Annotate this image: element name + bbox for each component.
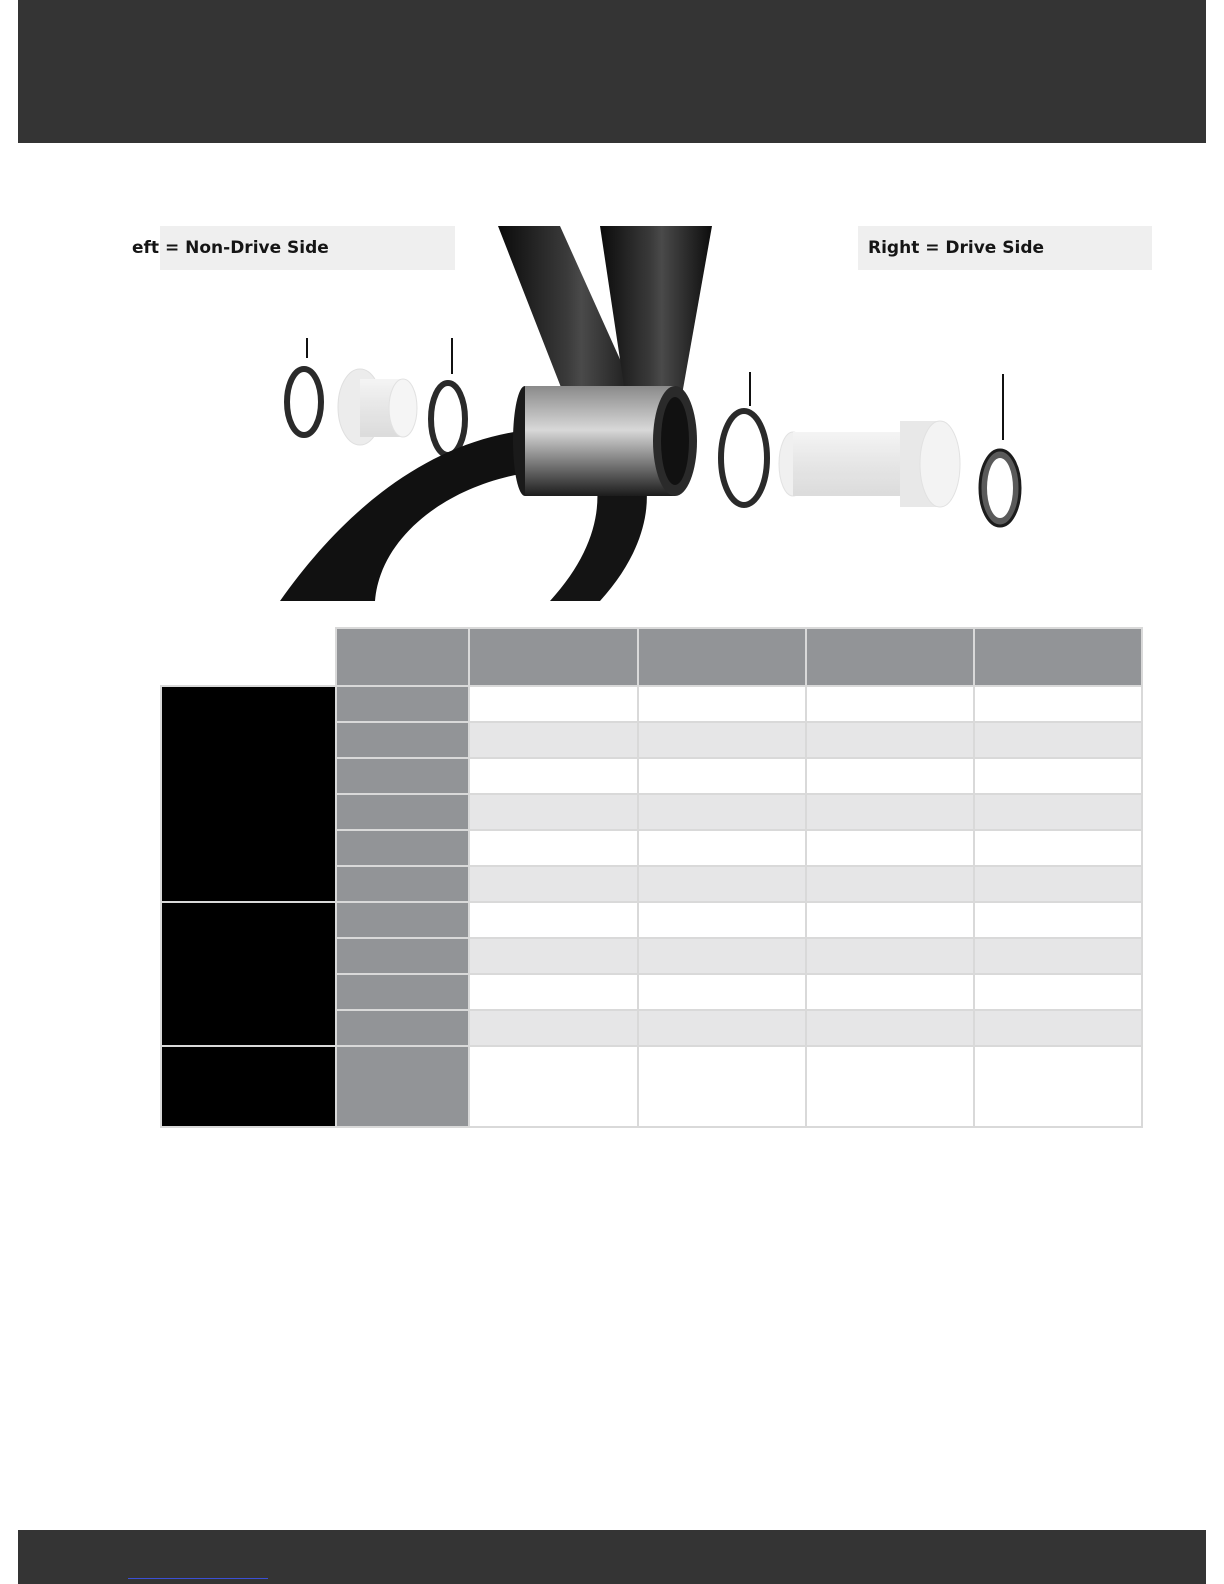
table-cell	[638, 974, 806, 1010]
table-header-row	[161, 628, 1142, 686]
table-cell	[638, 866, 806, 902]
table-row-header	[336, 1010, 469, 1046]
bearing-cup-ghost-icon	[338, 369, 417, 445]
table-cell	[638, 794, 806, 830]
table-cell	[469, 902, 638, 938]
left-side-label: eft = Non-Drive Side	[160, 226, 455, 270]
table-cell	[638, 938, 806, 974]
table-cell	[638, 830, 806, 866]
spacer-ring-icon	[287, 369, 321, 435]
spacer-ring-icon	[431, 383, 465, 455]
table-cell	[638, 1010, 806, 1046]
spec-table	[160, 627, 1143, 1128]
table-cell	[469, 866, 638, 902]
table-row-header	[336, 938, 469, 974]
table-row-header	[336, 866, 469, 902]
table-cell	[974, 938, 1142, 974]
bb-shell-icon	[513, 386, 697, 496]
table-row	[161, 1046, 1142, 1127]
table-cell	[469, 794, 638, 830]
table-cell	[974, 866, 1142, 902]
table-cell	[806, 686, 974, 722]
table-cell	[806, 794, 974, 830]
table-header-cell	[974, 628, 1142, 686]
table-cell	[469, 1046, 638, 1127]
table-header-cell	[469, 628, 638, 686]
table-cell	[469, 758, 638, 794]
table-cell	[806, 830, 974, 866]
table-row-header	[336, 758, 469, 794]
table-row-header	[336, 794, 469, 830]
table-corner	[161, 628, 336, 686]
table-row-header	[336, 902, 469, 938]
spacer-ring-icon	[721, 411, 767, 505]
table-cell	[974, 722, 1142, 758]
table-cell	[806, 902, 974, 938]
table-cell	[974, 974, 1142, 1010]
table-cell	[638, 722, 806, 758]
table-cell	[638, 1046, 806, 1127]
bottom-bracket-exploded-diagram	[132, 226, 1152, 601]
table-cell	[974, 1046, 1142, 1127]
footer-link[interactable]	[128, 1578, 268, 1579]
table-cell	[638, 902, 806, 938]
table-cell	[974, 902, 1142, 938]
table-row-header	[336, 974, 469, 1010]
table-row-header	[336, 830, 469, 866]
table-cell	[806, 758, 974, 794]
table-row-header	[336, 722, 469, 758]
table-group-cell	[161, 902, 336, 1046]
table-row	[161, 902, 1142, 938]
table-header-cell	[638, 628, 806, 686]
table-header-cell	[336, 628, 469, 686]
right-side-label: Right = Drive Side	[858, 226, 1152, 270]
table-cell	[806, 938, 974, 974]
table-row-header	[336, 686, 469, 722]
table-cell	[806, 866, 974, 902]
table-cell	[974, 794, 1142, 830]
table-cell	[469, 938, 638, 974]
table-cell	[974, 686, 1142, 722]
table-header-cell	[806, 628, 974, 686]
table-row-header	[336, 1046, 469, 1127]
table-cell	[974, 830, 1142, 866]
table-group-cell	[161, 1046, 336, 1127]
footer-band	[18, 1530, 1206, 1584]
header-band	[18, 0, 1206, 143]
table-cell	[974, 1010, 1142, 1046]
table-cell	[469, 722, 638, 758]
lockring-icon	[980, 450, 1020, 526]
table-cell	[638, 686, 806, 722]
frame-illustration	[160, 226, 1152, 601]
table-cell	[974, 758, 1142, 794]
bearing-cup-ghost-icon	[779, 421, 960, 507]
table-row	[161, 686, 1142, 722]
table-cell	[469, 686, 638, 722]
table-cell	[469, 1010, 638, 1046]
table-cell	[806, 1010, 974, 1046]
table-cell	[806, 1046, 974, 1127]
table-cell	[469, 830, 638, 866]
table-cell	[806, 974, 974, 1010]
table-group-cell	[161, 686, 336, 902]
table-cell	[806, 722, 974, 758]
table-cell	[638, 758, 806, 794]
table-cell	[469, 974, 638, 1010]
